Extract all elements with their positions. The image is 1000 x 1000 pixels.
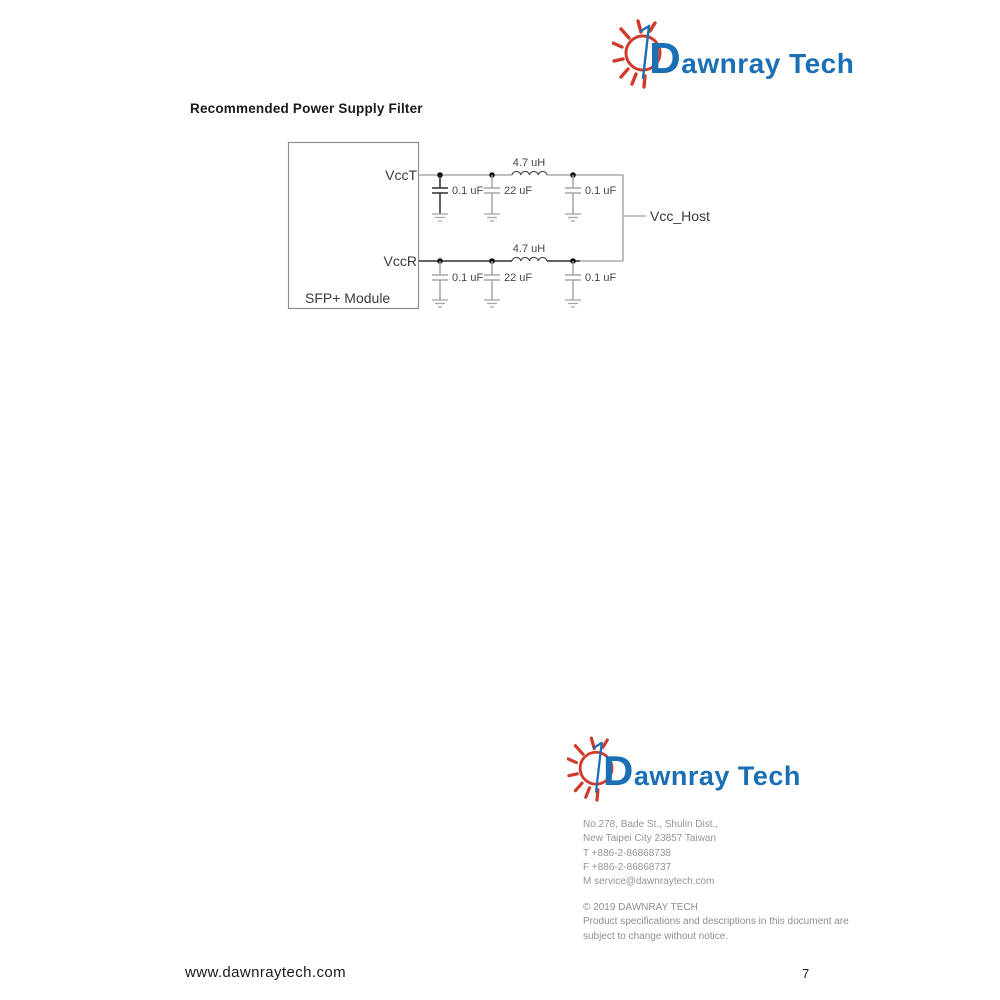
- ground-symbol: [565, 300, 581, 307]
- cap-value: 22 uF: [504, 272, 533, 284]
- pin-label-vccr: VccR: [383, 253, 417, 269]
- ground-symbol: [432, 214, 448, 221]
- notice-line: Product specifications and descriptions in this document are: [583, 916, 849, 928]
- inductor-bottom: [512, 257, 547, 261]
- capacitor-bottom-2: [484, 261, 500, 300]
- copyright-line: © 2019 DAWNRAY TECH: [583, 902, 698, 913]
- footer-logo: [567, 733, 817, 813]
- capacitor-top-1: [432, 175, 448, 214]
- capacitor-bottom-3: [565, 261, 581, 300]
- page-number: 7: [802, 966, 810, 981]
- legal-block: [583, 901, 849, 944]
- inductor-top: [512, 171, 547, 175]
- email-line: M service@dawnraytech.com: [583, 876, 715, 888]
- capacitor-bottom-1: [432, 261, 448, 300]
- ground-symbol: [484, 214, 500, 221]
- logo-wordmark: Dawnray Tech: [649, 34, 855, 83]
- page-title: Recommended Power Supply Filter: [190, 101, 423, 116]
- ground-symbol: [432, 300, 448, 307]
- header-logo: [612, 16, 855, 96]
- capacitor-top-2: [484, 175, 500, 214]
- fax-line: F +886-2-86868737: [583, 861, 672, 873]
- pin-label-vcct: VccT: [385, 167, 417, 183]
- cap-value: 22 uF: [504, 185, 533, 197]
- phone-line: T +886-2-86868738: [583, 847, 671, 859]
- ground-symbol: [565, 214, 581, 221]
- capacitor-top-3: [565, 175, 581, 214]
- power-filter-schematic: [280, 135, 740, 320]
- contact-block: [583, 818, 718, 889]
- cap-value: 0.1 uF: [452, 185, 484, 197]
- host-label: Vcc_Host: [650, 208, 710, 224]
- cap-value: 0.1 uF: [585, 185, 617, 197]
- address-line: No.278, Bade St., Shulin Dist.,: [583, 819, 719, 830]
- cap-value: 0.1 uF: [585, 272, 617, 284]
- inductor-bottom-value: 4.7 uH: [512, 243, 546, 255]
- cap-value: 0.1 uF: [452, 272, 484, 284]
- website-text: www.dawnraytech.com: [185, 964, 346, 981]
- ground-symbol: [484, 300, 500, 307]
- module-label: SFP+ Module: [305, 290, 391, 306]
- logo-wordmark: Dawnray Tech: [603, 747, 801, 794]
- notice-line: subject to change without notice.: [583, 930, 729, 942]
- address-line: New Taipei City 23857 Taiwan: [583, 833, 717, 845]
- inductor-top-value: 4.7 uH: [512, 157, 546, 169]
